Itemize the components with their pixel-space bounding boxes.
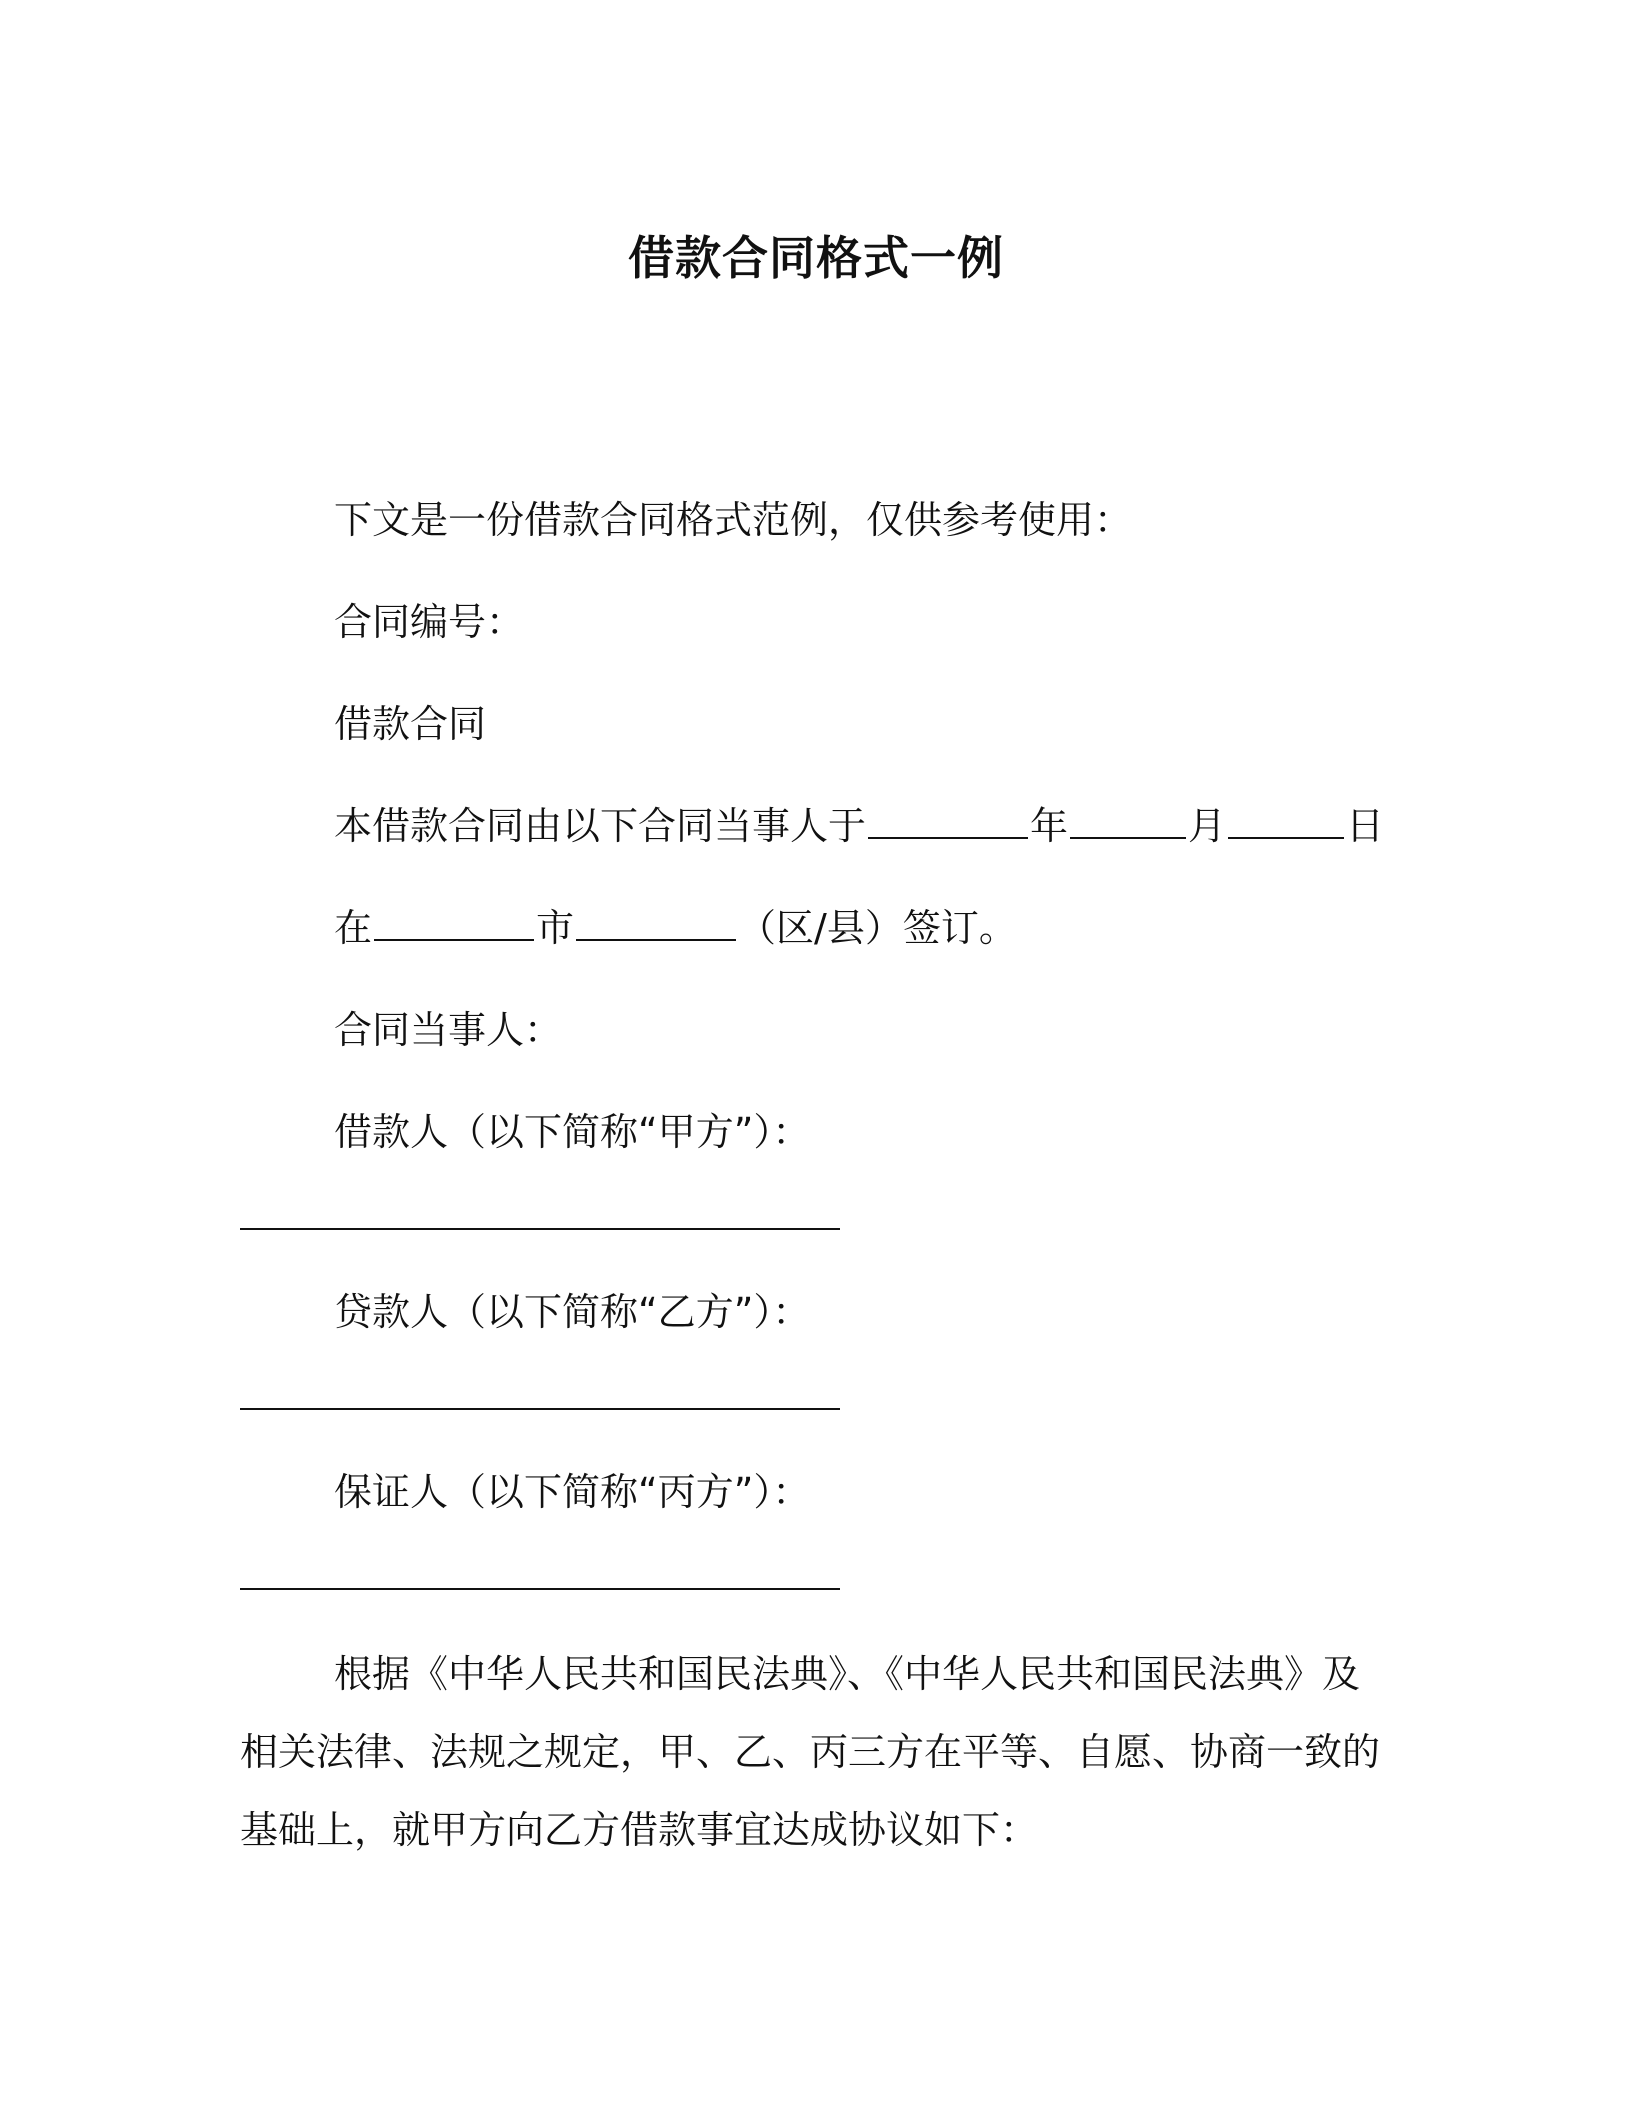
contract-number-label: 合同编号： [334, 600, 525, 644]
lender-name-blank[interactable] [240, 1408, 840, 1410]
signing-prefix: 本借款合同由以下合同当事人于 [334, 804, 867, 848]
borrower-name-blank[interactable] [240, 1228, 840, 1230]
signing-date-line [334, 800, 1384, 852]
document-title: 借款合同格式一例 [628, 231, 1004, 285]
guarantor-label: 保证人（以下简称“丙方”）： [334, 1470, 811, 1514]
day-label: 日 [1346, 804, 1385, 848]
city-label: 市 [536, 906, 575, 950]
borrower-label: 借款人（以下简称“甲方”）： [334, 1110, 811, 1154]
basis-paragraph-line-2: 相关法律、法规之规定，甲、乙、丙三方在平等、自愿、协商一致的 [240, 1730, 1381, 1774]
basis-paragraph-line-3: 基础上，就甲方向乙方借款事宜达成协议如下： [240, 1808, 1039, 1852]
year-blank[interactable] [868, 803, 1028, 839]
guarantor-name-blank[interactable] [240, 1588, 840, 1590]
city-blank[interactable] [374, 905, 534, 941]
year-label: 年 [1030, 804, 1069, 848]
lender-label: 贷款人（以下简称“乙方”）： [334, 1290, 811, 1334]
district-blank[interactable] [576, 905, 736, 941]
month-blank[interactable] [1070, 803, 1186, 839]
location-prefix: 在 [334, 906, 373, 950]
signing-location-line [334, 902, 1017, 954]
month-label: 月 [1188, 804, 1227, 848]
day-blank[interactable] [1228, 803, 1344, 839]
parties-label: 合同当事人： [334, 1008, 563, 1052]
basis-paragraph-line-1: 根据《中华人民共和国民法典》、《中华人民共和国民法典》及 [334, 1652, 1361, 1696]
location-suffix: （区/县）签订。 [738, 906, 1017, 950]
intro-text: 下文是一份借款合同格式范例，仅供参考使用： [334, 498, 1133, 542]
contract-name: 借款合同 [334, 702, 487, 746]
